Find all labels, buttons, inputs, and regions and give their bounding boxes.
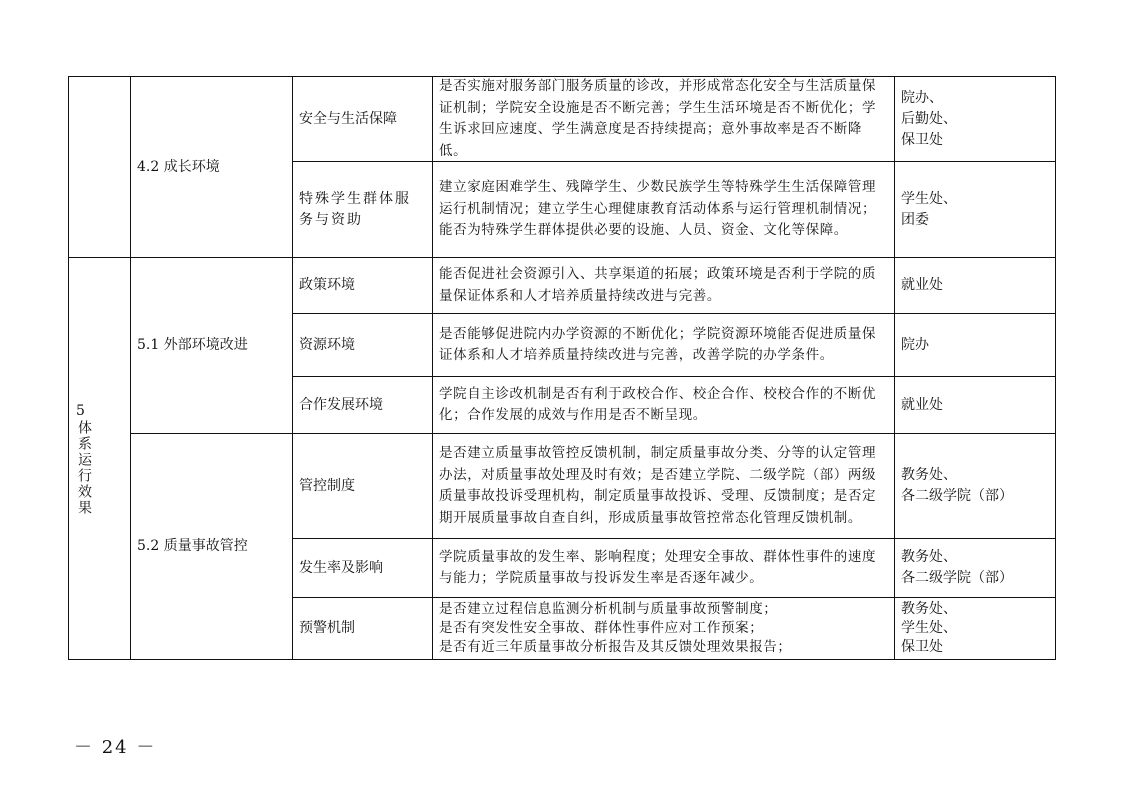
description-text: 是否建立过程信息监测分析机制与质量事故预警制度； 是否有突发性安全事故、群体性事件应对工作预案； 是否有近三年质量事故分析报告及其反馈处理效果报告； [439,601,792,655]
subitem-cell [293,77,432,161]
department-text: 就业处 [901,277,943,293]
description-cell [433,377,894,433]
table-border-bottom [68,659,1056,660]
department-cell [895,377,1055,433]
section-label: 5.2 质量事故管控 [137,538,248,554]
subitem-label: 预警机制 [299,620,355,636]
subitem-label: 管控制度 [299,477,355,494]
description-cell [433,598,894,659]
description-cell [433,434,894,538]
section-cell [131,434,292,659]
department-cell [895,314,1055,376]
description-cell [433,539,894,597]
department-cell [895,539,1055,597]
description-text: 是否建立质量事故管控反馈机制，制定质量事故分类、分等的认定管理办法，对质量事故处理及时有效；是否建立学院、二级学院（部）两级质量事故投诉受理机构，制定质量事故投诉、受理、反馈制度；是否定期开展质量事故自查自纠，形成质量事故管控常态化管理反馈机制。 [439,445,877,526]
section-cell [131,258,292,433]
department-text: 学生处、 团委 [901,190,957,228]
department-text: 教务处、 各二级学院（部） [901,549,1013,586]
section-label: 5.1 外部环境改进 [137,337,248,353]
description-text: 是否实施对服务部门服务质量的诊改，并形成常态化安全与生活质量保证机制；学院安全设施是否不断完善；学生生活环境是否不断优化；学生诉求回应速度、学生满意度是否持续提高；意外事故率是否不断降低。 [439,78,877,159]
description-text: 学院质量事故的发生率、影响程度；处理安全事故、群体性事件的速度与能力；学院质量事故与投诉发生率是否逐年减少。 [439,548,877,586]
section-label: 4.2 成长环境 [137,158,220,175]
subitem-cell [293,434,432,538]
description-cell [433,162,894,257]
department-cell [895,258,1055,313]
subitem-label: 安全与生活保障 [299,110,397,127]
department-cell [895,77,1055,161]
section-cell [131,77,292,257]
department-text: 就业处 [901,396,943,413]
subitem-cell [293,258,432,313]
subitem-label: 政策环境 [299,277,355,293]
table-border-right [1055,76,1056,660]
description-cell [433,258,894,313]
category-number: 5 [76,402,85,419]
description-cell [433,77,894,161]
subitem-label: 合作发展环境 [299,396,383,413]
description-text: 学院自主诊改机制是否有利于政校合作、校企合作、校校合作的不断优化；合作发展的成效与作用是否不断呈现。 [439,385,877,423]
department-cell [895,434,1055,538]
subitem-label: 发生率及影响 [299,559,383,576]
subitem-cell [293,377,432,433]
department-cell [895,162,1055,257]
department-text: 教务处、 各二级学院（部） [901,467,1013,504]
subitem-label: 特殊学生群体服务与资助 [299,190,411,228]
evaluation-table [68,76,1056,660]
category-text: 体系运行效果 [76,419,92,516]
description-cell [433,314,894,376]
department-text: 院办、 后勤处、 保卫处 [901,89,957,148]
subitem-cell [293,162,432,257]
subitem-cell [293,539,432,597]
subitem-cell [293,598,432,659]
description-text: 能否促进社会资源引入、共享渠道的拓展；政策环境是否利于学院的质量保证体系和人才培养质量持续改进与完善。 [439,266,877,304]
page-number: － 24 － [74,737,157,758]
department-text: 教务处、 学生处、 保卫处 [901,601,957,655]
description-text: 是否能够促进院内办学资源的不断优化；学院资源环境能否促进质量保证体系和人才培养质量持续改进与完善，改善学院的办学条件。 [439,325,877,363]
department-cell [895,598,1055,659]
department-text: 院办 [901,336,929,353]
subitem-label: 资源环境 [299,336,355,353]
subitem-cell [293,314,432,376]
description-text: 建立家庭困难学生、残障学生、少数民族学生等特殊学生生活保障管理运行机制情况；建立学生心理健康教育活动体系与运行管理机制情况；能否为特殊学生群体提供必要的设施、人员、资金、文化等保障。 [439,179,877,239]
category-cell [69,258,130,659]
